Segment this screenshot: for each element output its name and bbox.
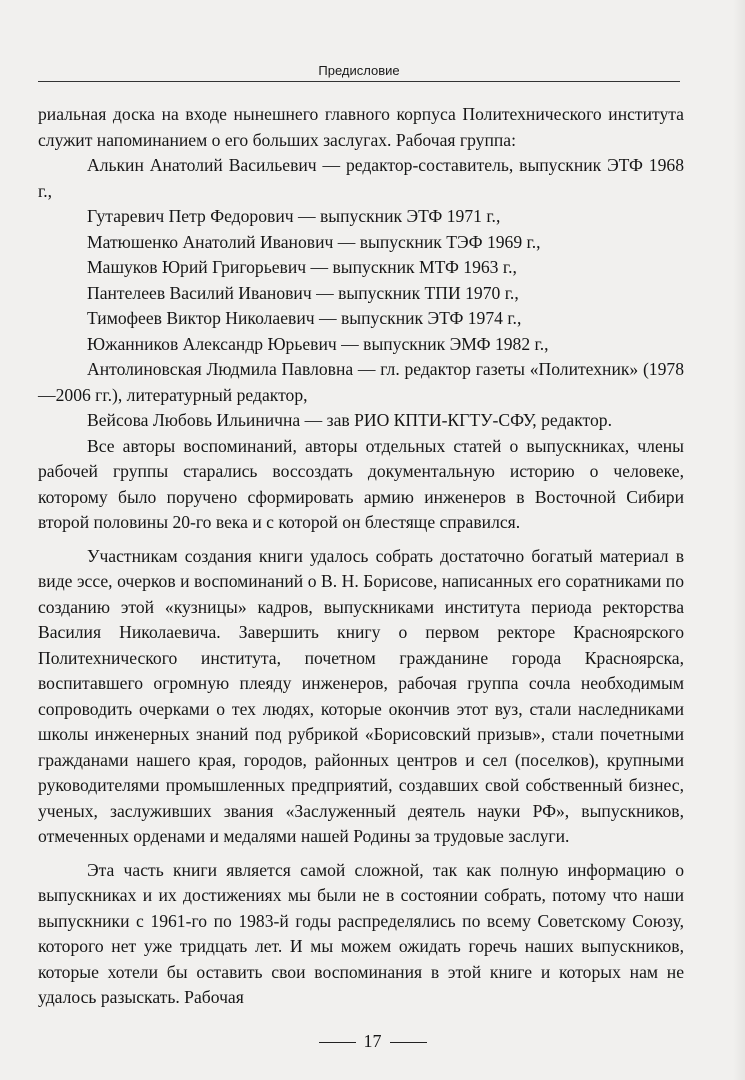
group-member: Вейсова Любовь Ильинична — зав РИО КПТИ-КГТУ-СФУ, редактор. [87,410,612,430]
paragraph: Все авторы воспоминаний, авторы отдельных статей о выпускниках, члены рабочей группы старались воссоздать документальную историю о человеке, которому было поручено сформировать армию инженеров в Восточной Сибири второй половины 20-го века и с которой он блестяще справился. [38,435,684,532]
header-rule [38,81,680,82]
page-body [38,102,684,1011]
group-member: Антолиновская Людмила Павловна — гл. редактор газеты «Политехник» (1978—2006 гг.), литературный редактор, [38,359,684,405]
page-edge-shadow [733,0,745,1080]
footer-dash-left [319,1042,356,1043]
group-member: Тимофеев Виктор Николаевич — выпускник ЭТФ 1974 г., [87,308,522,328]
group-member: Гутаревич Петр Федорович — выпускник ЭТФ 1971 г., [87,206,501,226]
running-header: Предисловие [318,63,400,78]
group-member: Южанников Александр Юрьевич — выпускник ЭМФ 1982 г., [87,333,549,354]
group-member: Пантелеев Василий Иванович — выпускник ТПИ 1970 г., [87,282,519,303]
page-footer [0,1031,745,1052]
paragraph: Участникам создания книги удалось собрать достаточно богатый материал в виде эссе, очерков и воспоминаний о В. Н. Борисове, написанных его соратниками по созданию этой «кузницы» кадров, выпускниками института периода ректорства Василия Николаевича. Завершить книгу о первом ректоре Красноярского Политехнического института, почетном гражданине города Красноярска, воспитавшего огромную плеяду инженеров, рабочая группа сочла необходимым сопроводить очерками о тех людях, которые окончив этот вуз, стали наследниками школы инженерных знаний под рубрикой «Борисовский призыв», стали почетными гражданами нашего края, городов, районных центров и сел (поселков), крупными руководителями промышленных предприятий, создавших свой собственный бизнес, ученых, заслуживших звания «Заслуженный деятель науки РФ», выпускников, отмеченных орденами и медалями нашей Родины за трудовые заслуги. [38,545,684,846]
footer-dash-right [390,1042,427,1043]
group-member: Матюшенко Анатолий Иванович — выпускник ТЭФ 1969 г., [87,231,541,252]
group-member: Алькин Анатолий Васильевич — редактор-составитель, выпускник ЭТФ 1968 г., [38,155,684,201]
page-number: 17 [363,1031,382,1051]
paragraph: Эта часть книги является самой сложной, так как полную информацию о выпускниках и их достижениях мы были не в состоянии собрать, потому что наши выпускники с 1961-го по 1983-й годы распределялись по всему Советскому Союзу, которого нет уже тридцать лет. И мы можем ожидать горечь наших выпускников, которые хотели бы оставить свои воспоминания в этой книге и которых нам не удалось разыскать. Рабочая [38,859,684,1007]
group-member: Машуков Юрий Григорьевич — выпускник МТФ 1963 г., [87,257,517,277]
paragraph: риальная доска на входе нынешнего главного корпуса Политехнического института служит напоминанием о его больших заслугах. Рабочая группа: [38,104,684,150]
